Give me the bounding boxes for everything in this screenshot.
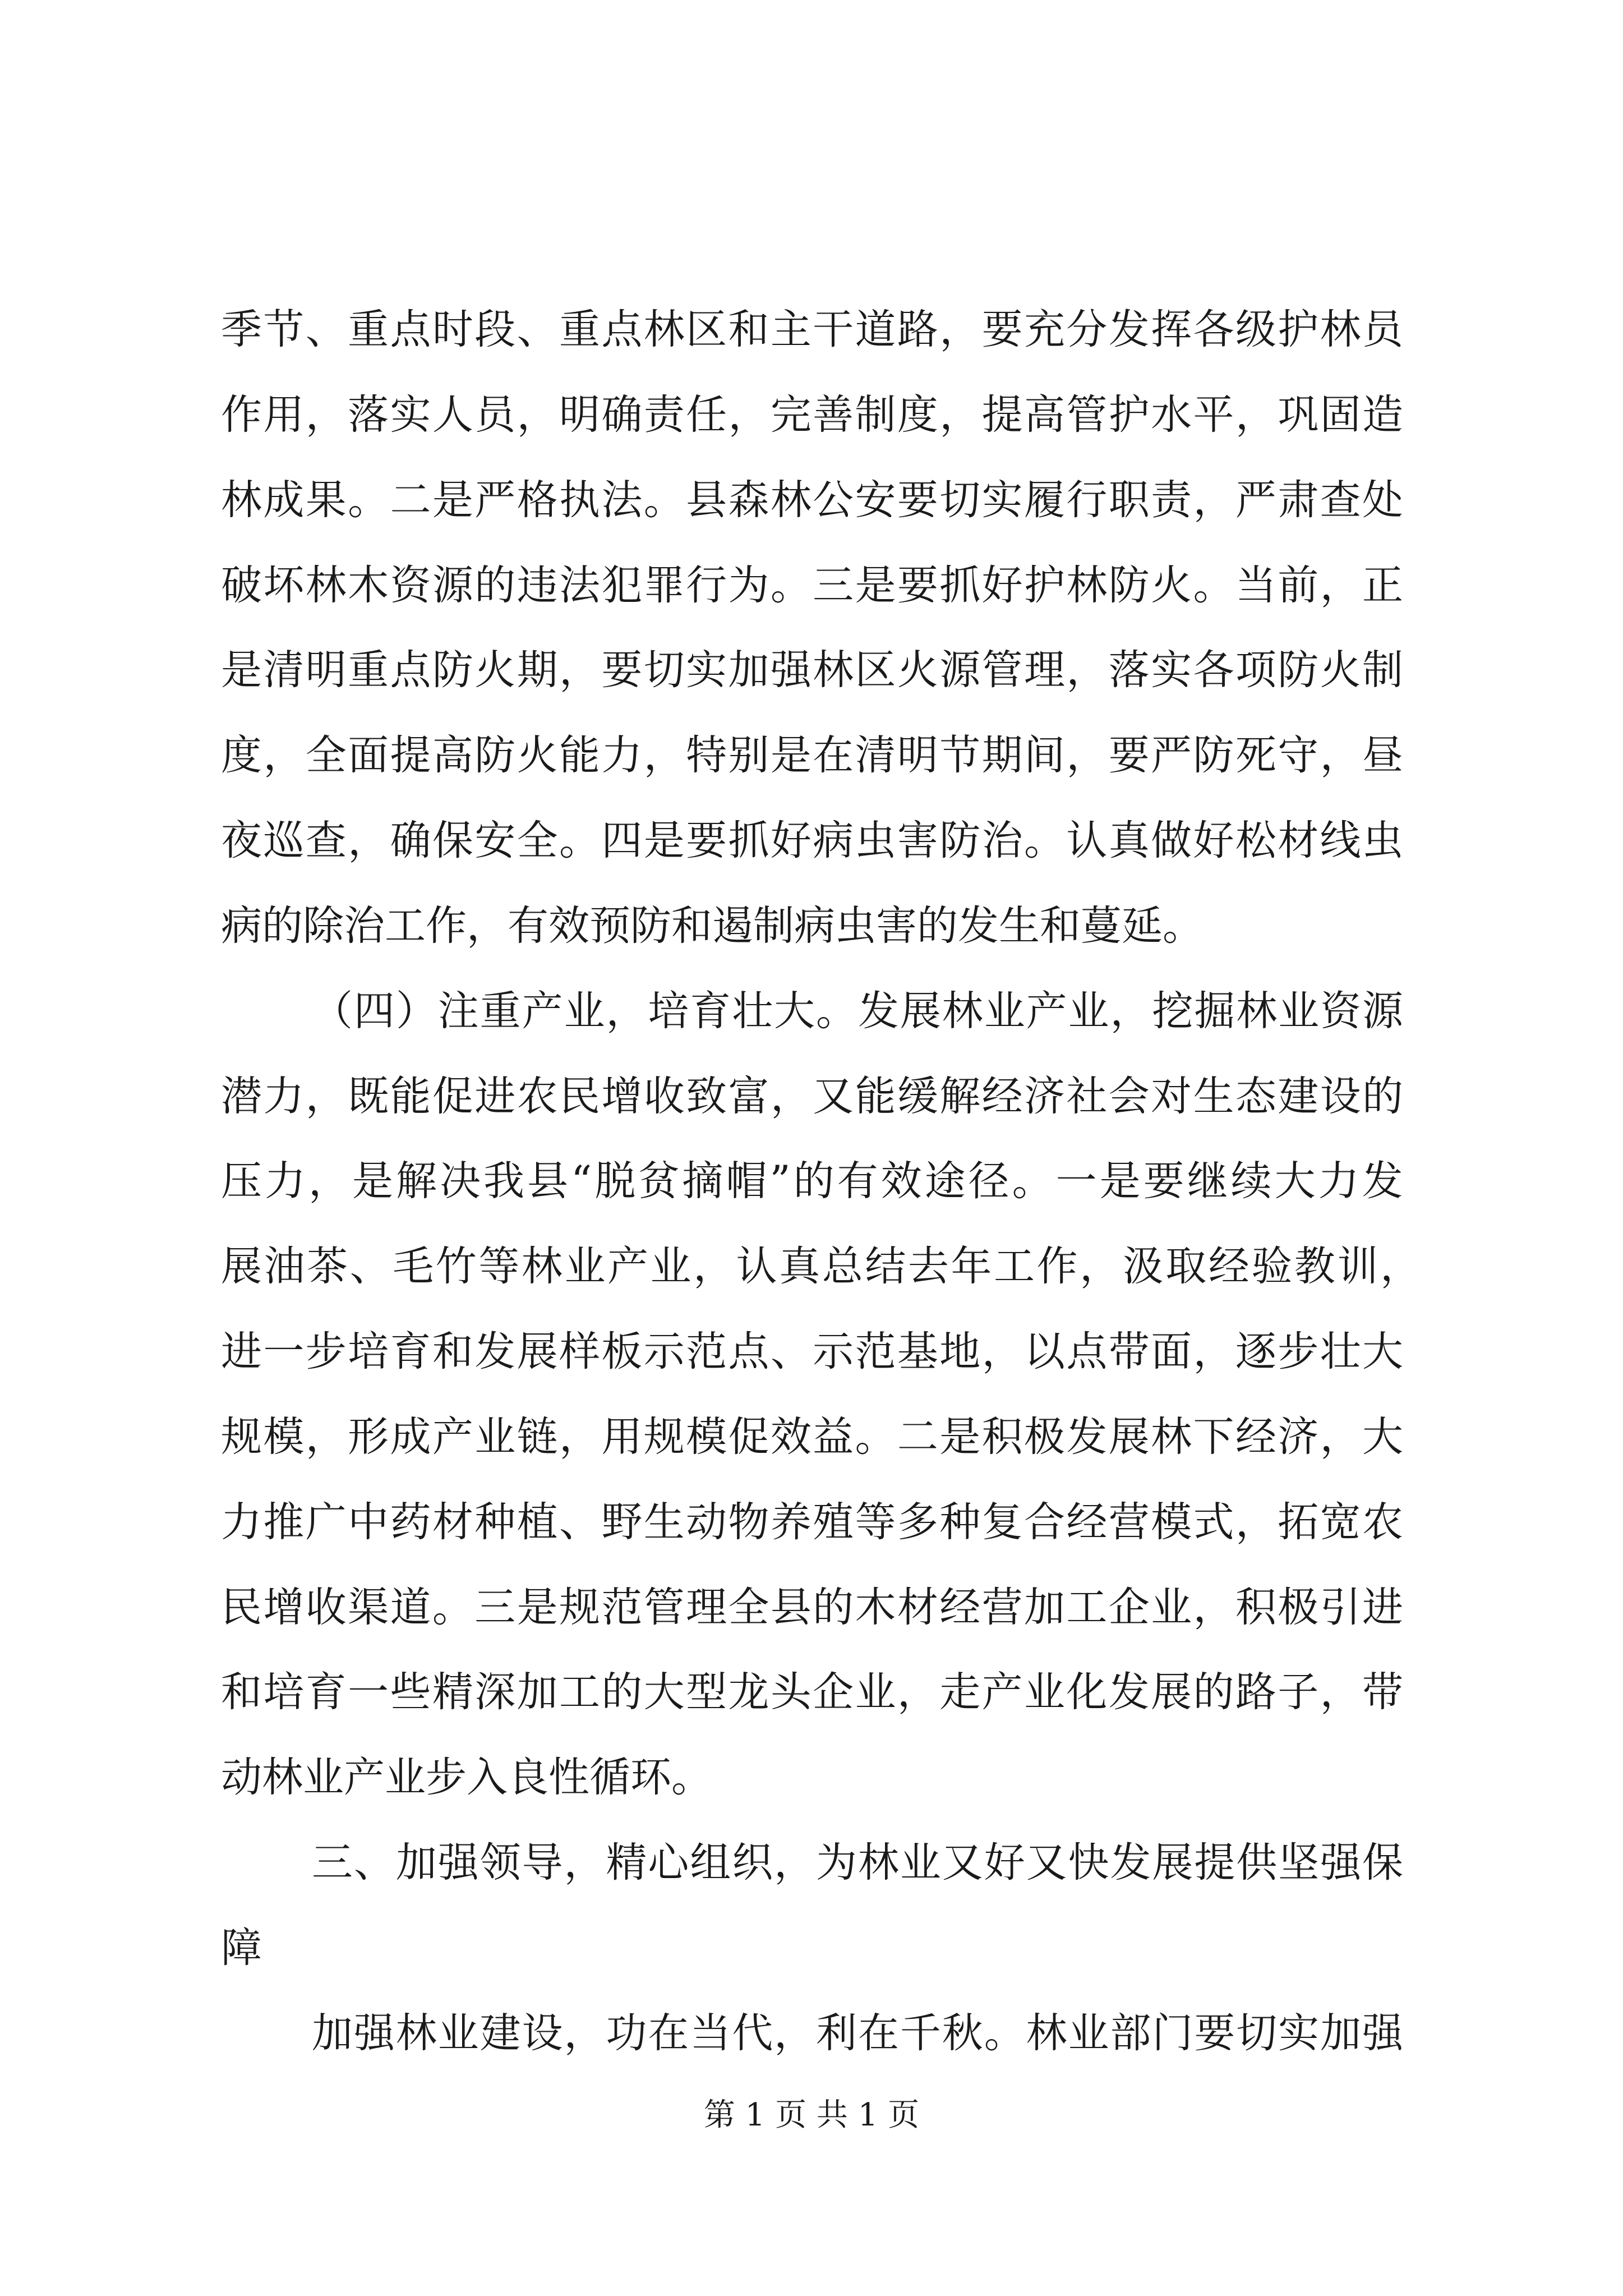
body-text-line: 夜巡查，确保安全。四是要抓好病虫害防治。认真做好松材线虫 (221, 817, 1405, 864)
paragraph-start-line: 加强林业建设，功在当代，利在千秋。林业部门要切实加强 (312, 2009, 1404, 2057)
section-heading-line: 障 (221, 1924, 262, 1972)
body-text-line: 季节、重点时段、重点林区和主干道路，要充分发挥各级护林员 (221, 306, 1405, 353)
body-text-line: 作用，落实人员，明确责任，完善制度，提高管护水平，巩固造 (221, 391, 1405, 439)
body-text-line: 动林业产业步入良性循环。 (221, 1754, 712, 1801)
body-text-line: 展油茶、毛竹等林业产业，认真总结去年工作，汲取经验教训， (221, 1243, 1423, 1290)
body-text-line: 力推广中药材种植、野生动物养殖等多种复合经营模式，拓宽农 (221, 1498, 1405, 1546)
body-text-line: 林成果。二是严格执法。县森林公安要切实履行职责，严肃查处 (221, 476, 1405, 524)
body-text-line: 和培育一些精深加工的大型龙头企业，走产业化发展的路子，带 (221, 1668, 1405, 1716)
body-text-line: 压力，是解决我县“脱贫摘帽”的有效途径。一是要继续大力发 (221, 1157, 1406, 1205)
body-text-line: 进一步培育和发展样板示范点、示范基地，以点带面，逐步壮大 (221, 1328, 1405, 1375)
body-text-line: 民增收渠道。三是规范管理全县的木材经营加工企业，积极引进 (221, 1584, 1405, 1631)
page-number-footer: 第 1 页 共 1 页 (703, 2097, 920, 2133)
paragraph-start-line: （四）注重产业，培育壮大。发展林业产业，挖掘林业资源 (312, 987, 1404, 1035)
body-text-line: 破坏林木资源的违法犯罪行为。三是要抓好护林防火。当前，正 (221, 562, 1405, 609)
body-text-line: 度，全面提高防火能力，特别是在清明节期间，要严防死守，昼 (221, 731, 1405, 779)
body-text-line: 病的除治工作，有效预防和遏制病虫害的发生和蔓延。 (221, 902, 1204, 950)
body-text-line: 规模，形成产业链，用规模促效益。二是积极发展林下经济，大 (221, 1413, 1405, 1461)
body-text-line: 是清明重点防火期，要切实加强林区火源管理，落实各项防火制 (221, 646, 1405, 694)
body-text-line: 潜力，既能促进农民增收致富，又能缓解经济社会对生态建设的 (221, 1073, 1405, 1120)
section-heading-line: 三、加强领导，精心组织，为林业又好又快发展提供坚强保 (312, 1839, 1404, 1887)
